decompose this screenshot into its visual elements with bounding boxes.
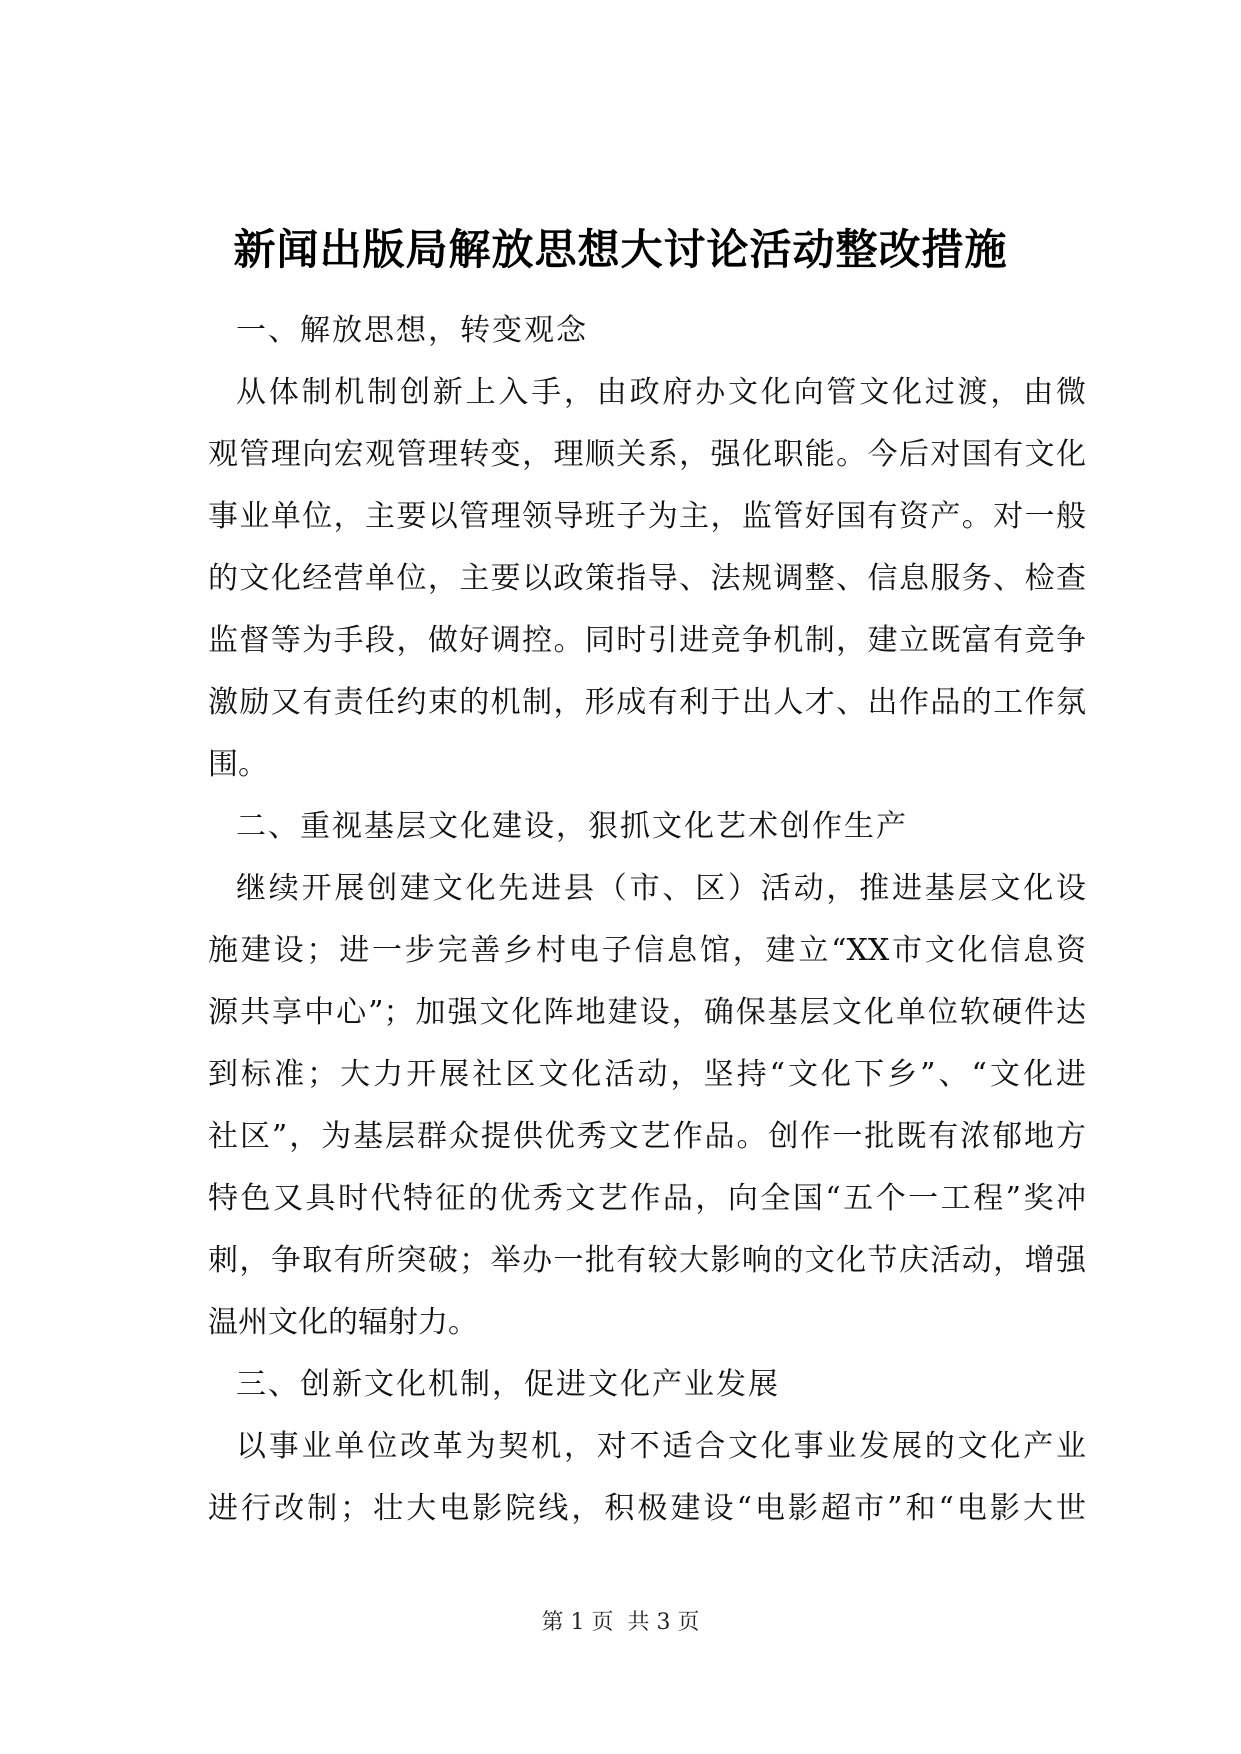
paragraph-line: 监督等为手段，做好调控。同时引进竞争机制，建立既富有竞争 bbox=[208, 623, 1086, 658]
section-paragraph bbox=[208, 1416, 1086, 1540]
section-1 bbox=[208, 300, 1086, 796]
paragraph-line: 源共享中心”；加强文化阵地建设，确保基层文化单位软硬件达 bbox=[208, 995, 1086, 1030]
section-heading: 一、解放思想，转变观念 bbox=[236, 313, 588, 348]
paragraph-line: 特色又具时代特征的优秀文艺作品，向全国“五个一工程”奖冲 bbox=[208, 1181, 1086, 1216]
section-2 bbox=[208, 796, 1086, 1354]
paragraph-line: 继续开展创建文化先进县（市、区）活动，推进基层文化设 bbox=[236, 871, 1086, 906]
paragraph-line: 到标准；大力开展社区文化活动，坚持“文化下乡”、“文化进 bbox=[208, 1057, 1086, 1092]
paragraph-line: 温州文化的辐射力。 bbox=[208, 1305, 478, 1340]
page-number-footer: 第 1 页 共 3 页 bbox=[541, 1610, 700, 1635]
paragraph-line: 社区”，为基层群众提供优秀文艺作品。创作一批既有浓郁地方 bbox=[208, 1119, 1086, 1154]
document-body bbox=[208, 300, 1086, 1540]
document-title: 新闻出版局解放思想大讨论活动整改措施 bbox=[233, 225, 1008, 274]
paragraph-line: 围。 bbox=[208, 747, 268, 782]
section-heading: 二、重视基层文化建设，狠抓文化艺术创作生产 bbox=[236, 809, 908, 844]
paragraph-line: 的文化经营单位，主要以政策指导、法规调整、信息服务、检查 bbox=[208, 561, 1086, 596]
section-paragraph bbox=[208, 362, 1086, 796]
paragraph-line: 激励又有责任约束的机制，形成有利于出人才、出作品的工作氛 bbox=[208, 685, 1086, 720]
paragraph-line: 进行改制；壮大电影院线，积极建设“电影超市”和“电影大世 bbox=[208, 1491, 1086, 1526]
paragraph-line: 刺，争取有所突破；举办一批有较大影响的文化节庆活动，增强 bbox=[208, 1243, 1086, 1278]
paragraph-line: 观管理向宏观管理转变，理顺关系，强化职能。今后对国有文化 bbox=[208, 437, 1086, 472]
paragraph-line: 以事业单位改革为契机，对不适合文化事业发展的文化产业 bbox=[236, 1429, 1086, 1464]
section-3 bbox=[208, 1354, 1086, 1540]
paragraph-line: 从体制机制创新上入手，由政府办文化向管文化过渡，由微 bbox=[236, 375, 1086, 410]
paragraph-line: 事业单位，主要以管理领导班子为主，监管好国有资产。对一般 bbox=[208, 499, 1086, 534]
section-heading: 三、创新文化机制，促进文化产业发展 bbox=[236, 1367, 780, 1402]
section-paragraph bbox=[208, 858, 1086, 1354]
paragraph-line: 施建设；进一步完善乡村电子信息馆，建立“XX市文化信息资 bbox=[208, 933, 1086, 968]
